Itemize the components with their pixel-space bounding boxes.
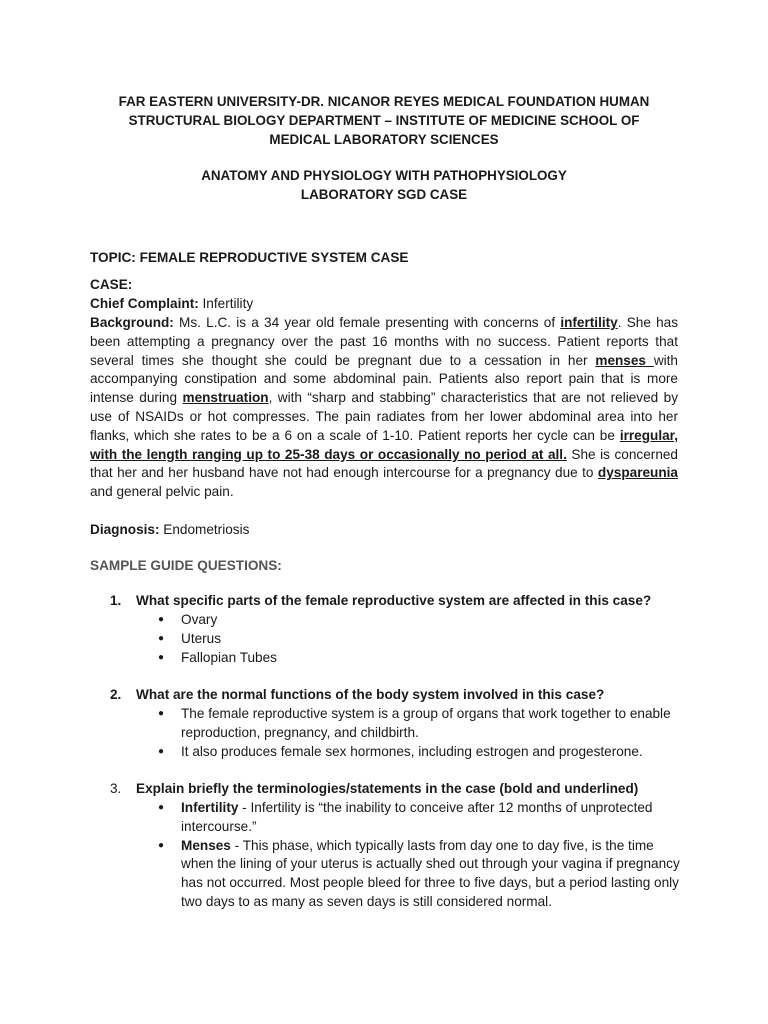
list-item: ● Ovary [181, 611, 681, 630]
institution-line-1: FAR EASTERN UNIVERSITY-DR. NICANOR REYES MEDICAL FOUNDATION HUMAN [118, 94, 650, 109]
term-label: Infertility [181, 800, 239, 815]
list-item: ● The female reproductive system is a group of organs that work together to enable reproduction, pregnancy, and childbirth. [181, 705, 681, 743]
answer-list [181, 799, 681, 912]
question-number: 3. [110, 781, 122, 796]
background-label: Background: [90, 315, 174, 330]
institution-line-2: STRUCTURAL BIOLOGY DEPARTMENT – INSTITUTE OF MEDICINE SCHOOL OF [128, 113, 640, 128]
case-heading: CASE: [90, 277, 133, 292]
course-line-1: ANATOMY AND PHYSIOLOGY WITH PATHOPHYSIOLOGY [201, 168, 567, 183]
guide-questions-heading: SAMPLE GUIDE QUESTIONS: [90, 558, 282, 573]
chief-complaint [90, 295, 678, 314]
diagnosis-label: Diagnosis: [90, 522, 160, 537]
question-text: Explain briefly the terminologies/statements in the case (bold and underlined) [136, 781, 639, 796]
answer-list [181, 705, 681, 761]
chief-complaint-label: Chief Complaint: [90, 296, 199, 311]
list-item: ● Uterus [181, 630, 681, 649]
key-term-infertility: infertility [560, 315, 618, 330]
answer-list [181, 611, 681, 667]
chief-complaint-value: Infertility [198, 296, 254, 311]
course-line-2: LABORATORY SGD CASE [300, 187, 468, 202]
background-text-4: , with “sharp and stabbing” characteristics that are not relieved by use of NSAIDs or hot compresses. The pain radiates from her lower abdominal area into her flanks, which she rates to be a 6 on a scale of 1-10. Patient reports her cycle can be [90, 390, 678, 443]
list-item: ● Fallopian Tubes [181, 649, 681, 668]
diagnosis-value: Endometriosis [159, 522, 250, 537]
background-text-5: She is concerned that her and her husband have not had enough intercourse for a pregnancy due to [90, 446, 678, 481]
background-text-3: with accompanying constipation and some abdominal pain. Patients also report pain that is more intense during [90, 352, 678, 406]
term-definition: - Infertility is “the inability to conceive after 12 months of unprotected intercourse.” [181, 800, 653, 834]
background-text-2: . She has been attempting a pregnancy over the past 16 months with no success. Patient reports that several times she thought she could be pregnant due to a cessation in her [90, 315, 678, 368]
topic-heading: TOPIC: FEMALE REPRODUCTIVE SYSTEM CASE [90, 250, 409, 265]
course-header [60, 166, 708, 204]
list-item [181, 799, 681, 837]
key-term-menstruation: menstruation [182, 390, 269, 406]
institution-line-3: MEDICAL LABORATORY SCIENCES [269, 132, 499, 147]
list-item: ● It also produces female sex hormones, including estrogen and progesterone. [181, 743, 681, 762]
question-text: What specific parts of the female reproductive system are affected in this case? [136, 593, 652, 608]
key-term-irregular-cycle: irregular, with the length ranging up to 25-38 days or occasionally no period at all. [90, 427, 678, 462]
background-text-6: and general pelvic pain. [90, 484, 234, 500]
diagnosis [90, 521, 678, 540]
institution-header [60, 92, 708, 149]
background-paragraph [90, 314, 678, 502]
list-item [181, 837, 681, 912]
term-definition: - This phase, which typically lasts from day one to day five, is the time when the lining of your uterus is actually shed out through your vagina if pregnancy has not occurred. Most people bleed for three to five days, but a period lasting only two days to as many as seven days is still considered normal. [181, 837, 680, 909]
question-number: 1. [110, 593, 122, 608]
question-text: What are the normal functions of the body system involved in this case? [136, 687, 605, 702]
key-term-dyspareunia: dyspareunia [597, 465, 678, 481]
key-term-menses: menses [595, 352, 654, 368]
term-label: Menses [181, 837, 231, 853]
background-text-1: Ms. L.C. is a 34 year old female presenting with concerns of [173, 315, 561, 330]
question-number: 2. [110, 687, 122, 702]
